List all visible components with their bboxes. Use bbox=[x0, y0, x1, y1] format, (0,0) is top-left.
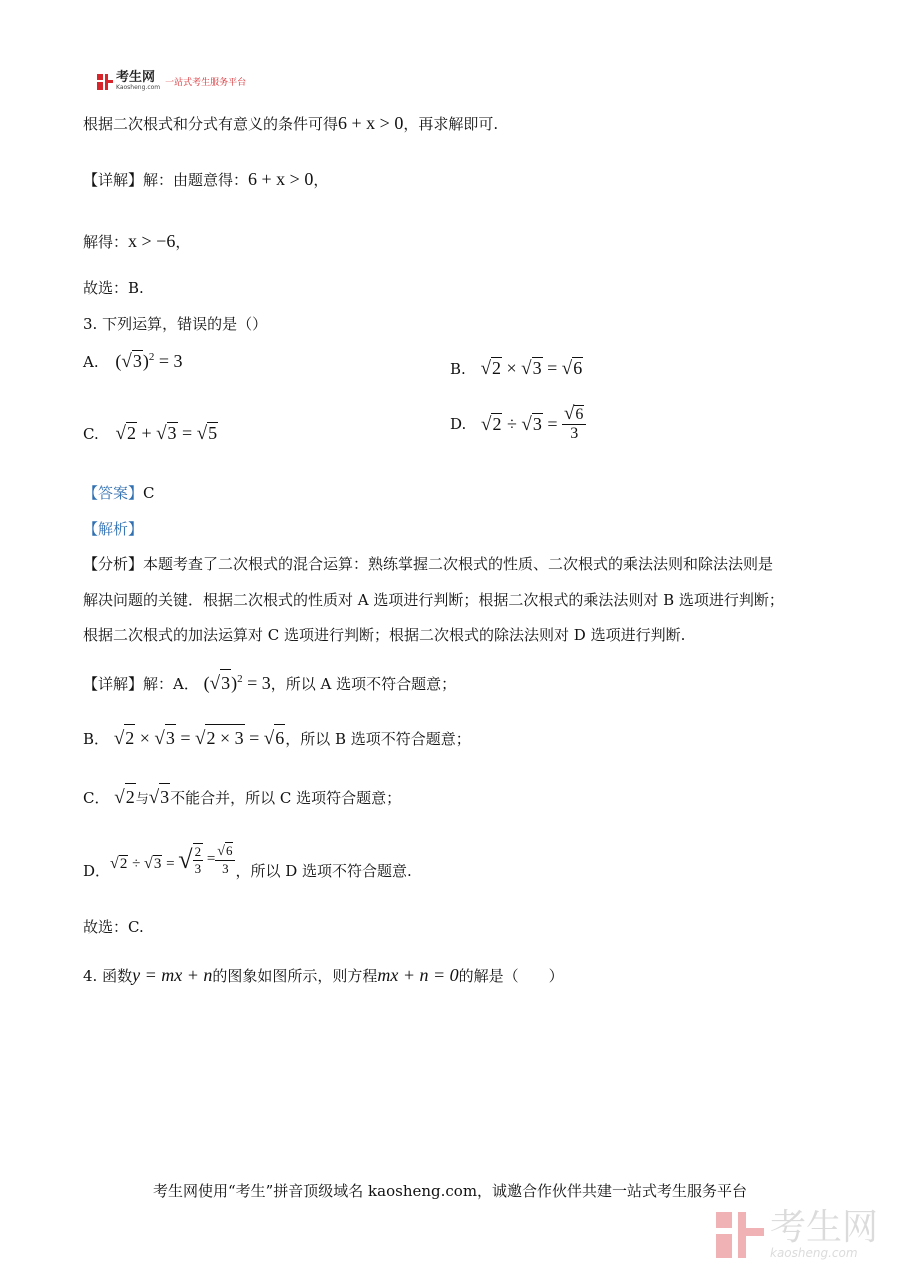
q3-option-d: D. √2 ÷ √3 = $\frac{√6}{3}$ bbox=[450, 405, 586, 443]
q3-analysis-line2: 解决问题的关键．根据二次根式的性质对 A 选项进行判断；根据二次根式的乘法法则对 B 选项进行判断； bbox=[83, 591, 784, 609]
q3-option-c: C. √2 + √3 = √5 bbox=[83, 423, 218, 444]
watermark-domain: kaosheng.com bbox=[770, 1246, 858, 1260]
logo-domain: Kaosheng.com bbox=[116, 84, 161, 91]
q2-solve: 解得：x > −6， bbox=[83, 231, 191, 251]
q4-equation-math: mx + n = 0 bbox=[377, 965, 459, 985]
q3-choice: 故选：C. bbox=[83, 918, 144, 936]
watermark bbox=[716, 1207, 879, 1260]
q3-detail-a: 【详解】解：A． $(√3)^2 = 3$，所以 A 选项不符合题意； bbox=[83, 666, 456, 697]
q2-detail-math: 6 + x > 0 bbox=[248, 169, 314, 189]
answer-value: C bbox=[143, 484, 155, 502]
q4-stem: 4. 函数y = mx + n的图象如图所示，则方程mx + n = 0的解是（ ） bbox=[83, 965, 564, 985]
q3-analysis-line3: 根据二次根式的加法运算对 C 选项进行判断；根据二次根式的除法法则对 D 选项进行判断. bbox=[83, 626, 686, 644]
q2-choice: 故选：B. bbox=[83, 279, 144, 297]
q2-analysis-math: 6 + x > 0 bbox=[338, 113, 404, 133]
q3-answer bbox=[83, 480, 155, 506]
q4-function-math: y = mx + n bbox=[132, 965, 213, 985]
q2-analysis: 根据二次根式和分式有意义的条件可得6 + x > 0，再求解即可. bbox=[83, 113, 499, 133]
q3-parse-tag: 【解析】 bbox=[83, 520, 144, 538]
q3-analysis-line1: 【分析】本题考查了二次根式的混合运算：熟练掌握二次根式的性质、二次根式的乘法法则和除法法则是 bbox=[83, 555, 774, 573]
logo-title: 考生网 bbox=[116, 70, 156, 85]
q3-detail-c: C． √2与√3不能合并，所以 C 选项符合题意； bbox=[83, 783, 401, 813]
logo-slogan: 一站式考生服务平台 bbox=[165, 78, 247, 88]
kaosheng-logo-icon bbox=[97, 74, 113, 90]
header-logo bbox=[97, 72, 246, 91]
q3-option-a: A. $(√3)^2 = 3$ bbox=[83, 351, 183, 372]
q3-stem: 3. 下列运算，错误的是（） bbox=[83, 315, 268, 333]
kaosheng-watermark-icon bbox=[716, 1212, 764, 1258]
q2-detail: 【详解】解：由题意得：6 + x > 0， bbox=[83, 169, 329, 189]
watermark-title: 考生网 bbox=[770, 1207, 879, 1248]
answer-tag: 【答案】 bbox=[83, 484, 144, 502]
q2-solve-math: x > −6 bbox=[128, 231, 176, 251]
q3-detail-b: B． √2 × √3 = √2 × 3 = √6，所以 B 选项不符合题意； bbox=[83, 724, 471, 752]
footer-text: 考生网使用“考生”拼音顶级域名 kaosheng.com，诚邀合作伙伴共建一站式考生服务平台 bbox=[152, 1182, 748, 1200]
q3-detail-d: D． √2 ÷ √3 = √ $\frac{2}{3}$ = $\frac{√6}{3}$ ，所以 D 选项不符合题意. bbox=[83, 843, 412, 880]
q3-option-b: B. √2 × √3 = √6 bbox=[450, 358, 583, 379]
